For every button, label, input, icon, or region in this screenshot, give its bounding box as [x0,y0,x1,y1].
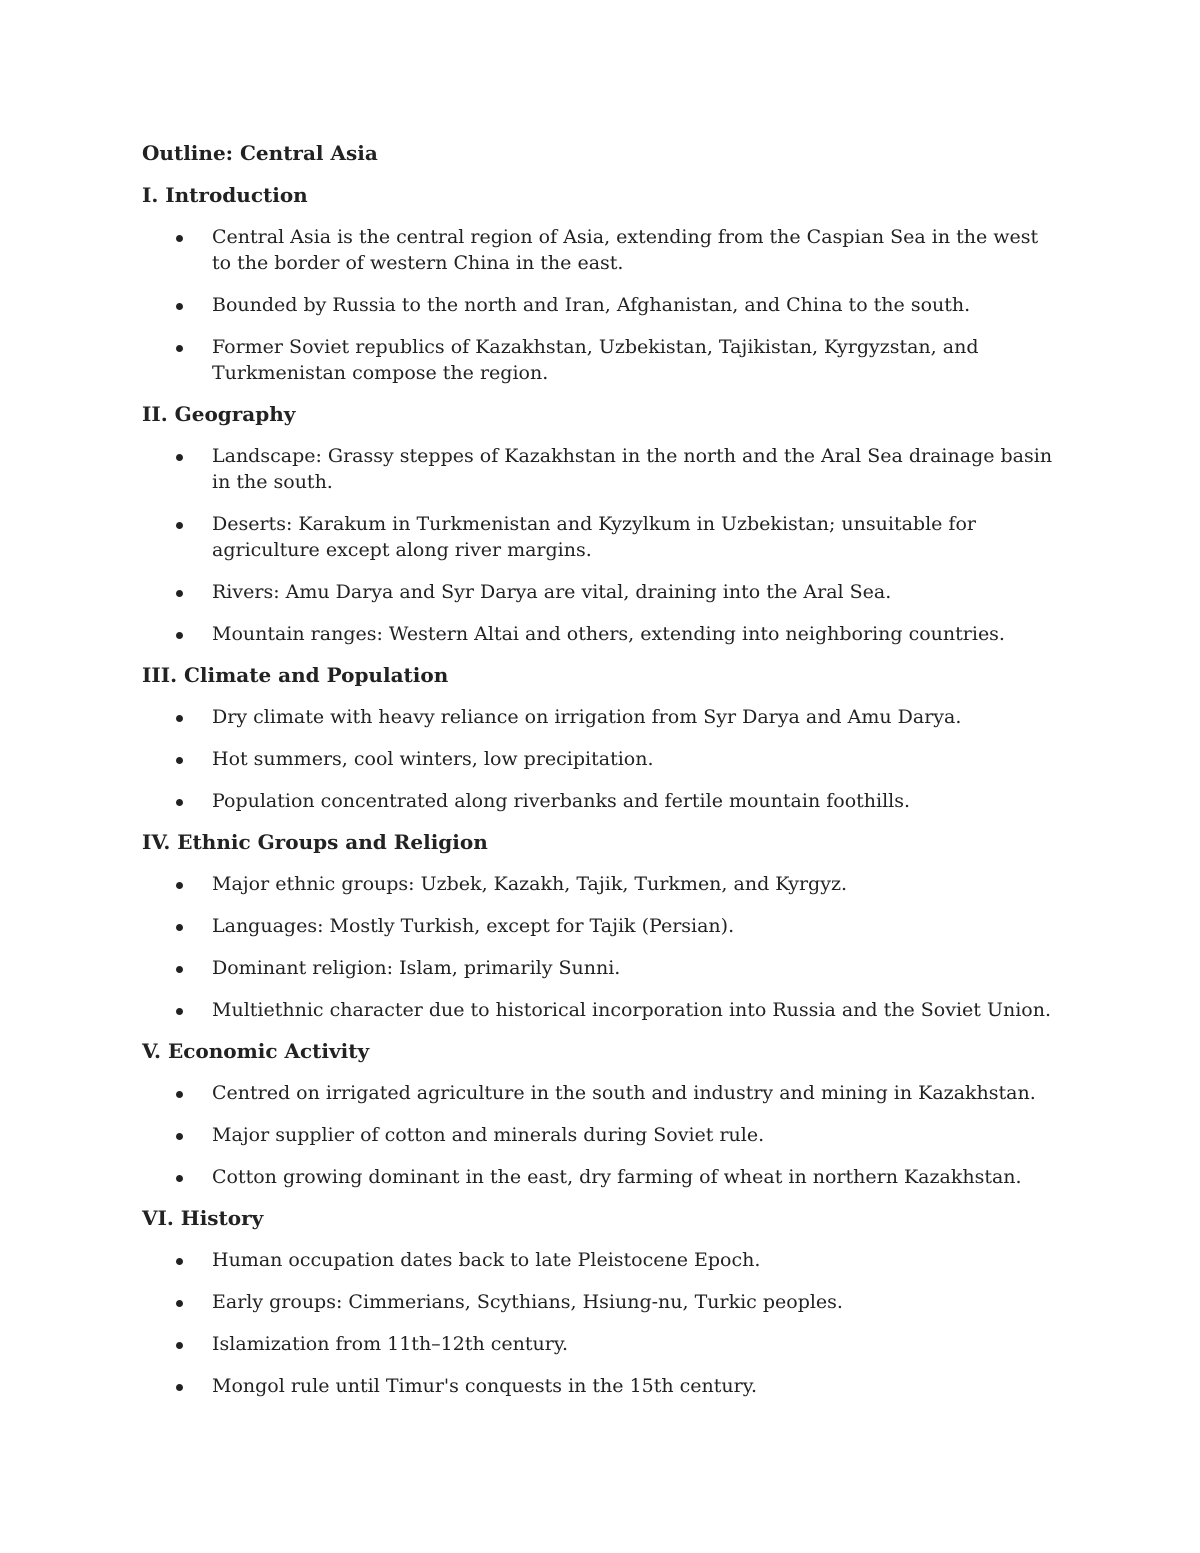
list-item-text: Landscape: Grassy steppes of Kazakhstan in the north and the Aral Sea drainage basin in the south. [212,445,1053,493]
bullet-icon [176,1384,183,1391]
list-item-text: Cotton growing dominant in the east, dry farming of wheat in northern Kazakhstan. [212,1166,1022,1188]
bullet-icon [176,799,183,806]
bullet-icon [176,1133,183,1140]
bullet-icon [176,1008,183,1015]
list-item-text: Languages: Mostly Turkish, except for Tajik (Persian). [212,915,735,937]
list-item-text: Mongol rule until Timur's conquests in the 15th century. [212,1375,757,1397]
list-item [142,1331,1062,1357]
list-item-text: Hot summers, cool winters, low precipitation. [212,748,654,770]
list-item [142,334,1062,386]
list-item [142,955,1062,981]
list-item [142,443,1062,495]
list-item-text: Major ethnic groups: Uzbek, Kazakh, Tajik, Turkmen, and Kyrgyz. [212,873,848,895]
list-item [142,871,1062,897]
bullet-icon [176,1175,183,1182]
list-item [142,224,1062,276]
list-item [142,913,1062,939]
list-item [142,704,1062,730]
bullet-icon [176,235,183,242]
bullet-icon [176,1342,183,1349]
list-item [142,997,1062,1023]
list-item-text: Rivers: Amu Darya and Syr Darya are vital, draining into the Aral Sea. [212,581,892,603]
list-item [142,511,1062,563]
history-list [142,1247,1062,1399]
section-heading-economic-activity: V. Economic Activity [142,1039,370,1063]
list-item-text: Human occupation dates back to late Pleistocene Epoch. [212,1249,761,1271]
introduction-list [142,224,1062,386]
section-heading-climate-population: III. Climate and Population [142,663,449,687]
list-item-text: Major supplier of cotton and minerals during Soviet rule. [212,1124,765,1146]
list-item-text: Early groups: Cimmerians, Scythians, Hsiung-nu, Turkic peoples. [212,1291,843,1313]
document-content [142,140,1062,1414]
list-item [142,1080,1062,1106]
ethnic-groups-religion-list [142,871,1062,1023]
list-item [142,1122,1062,1148]
bullet-icon [176,966,183,973]
bullet-icon [176,1300,183,1307]
document-title: Outline: Central Asia [142,141,378,165]
economic-activity-list [142,1080,1062,1190]
section-heading-geography: II. Geography [142,402,296,426]
geography-list [142,443,1062,647]
section-heading-ethnic-groups-religion: IV. Ethnic Groups and Religion [142,830,488,854]
section-heading-history: VI. History [142,1206,264,1230]
list-item [142,1289,1062,1315]
list-item-text: Central Asia is the central region of Asia, extending from the Caspian Sea in the west to the border of western China in the east. [212,226,1039,274]
list-item [142,1164,1062,1190]
section-heading-introduction: I. Introduction [142,183,308,207]
bullet-icon [176,522,183,529]
list-item [142,579,1062,605]
bullet-icon [176,345,183,352]
list-item-text: Bounded by Russia to the north and Iran, Afghanistan, and China to the south. [212,294,971,316]
list-item-text: Dry climate with heavy reliance on irrigation from Syr Darya and Amu Darya. [212,706,962,728]
bullet-icon [176,757,183,764]
list-item [142,1373,1062,1399]
list-item-text: Former Soviet republics of Kazakhstan, Uzbekistan, Tajikistan, Kyrgyzstan, and Turkmenistan compose the region. [212,336,979,384]
climate-population-list [142,704,1062,814]
list-item [142,746,1062,772]
list-item-text: Multiethnic character due to historical incorporation into Russia and the Soviet Union. [212,999,1052,1021]
list-item [142,788,1062,814]
bullet-icon [176,1091,183,1098]
list-item [142,1247,1062,1273]
list-item-text: Dominant religion: Islam, primarily Sunni. [212,957,621,979]
list-item-text: Centred on irrigated agriculture in the south and industry and mining in Kazakhstan. [212,1082,1036,1104]
list-item-text: Mountain ranges: Western Altai and others, extending into neighboring countries. [212,623,1005,645]
list-item-text: Islamization from 11th–12th century. [212,1333,569,1355]
bullet-icon [176,590,183,597]
bullet-icon [176,715,183,722]
list-item [142,621,1062,647]
bullet-icon [176,882,183,889]
list-item [142,292,1062,318]
list-item-text: Population concentrated along riverbanks and fertile mountain foothills. [212,790,911,812]
bullet-icon [176,303,183,310]
bullet-icon [176,454,183,461]
bullet-icon [176,924,183,931]
bullet-icon [176,632,183,639]
bullet-icon [176,1258,183,1265]
list-item-text: Deserts: Karakum in Turkmenistan and Kyzylkum in Uzbekistan; unsuitable for agriculture except along river margins. [212,513,976,561]
